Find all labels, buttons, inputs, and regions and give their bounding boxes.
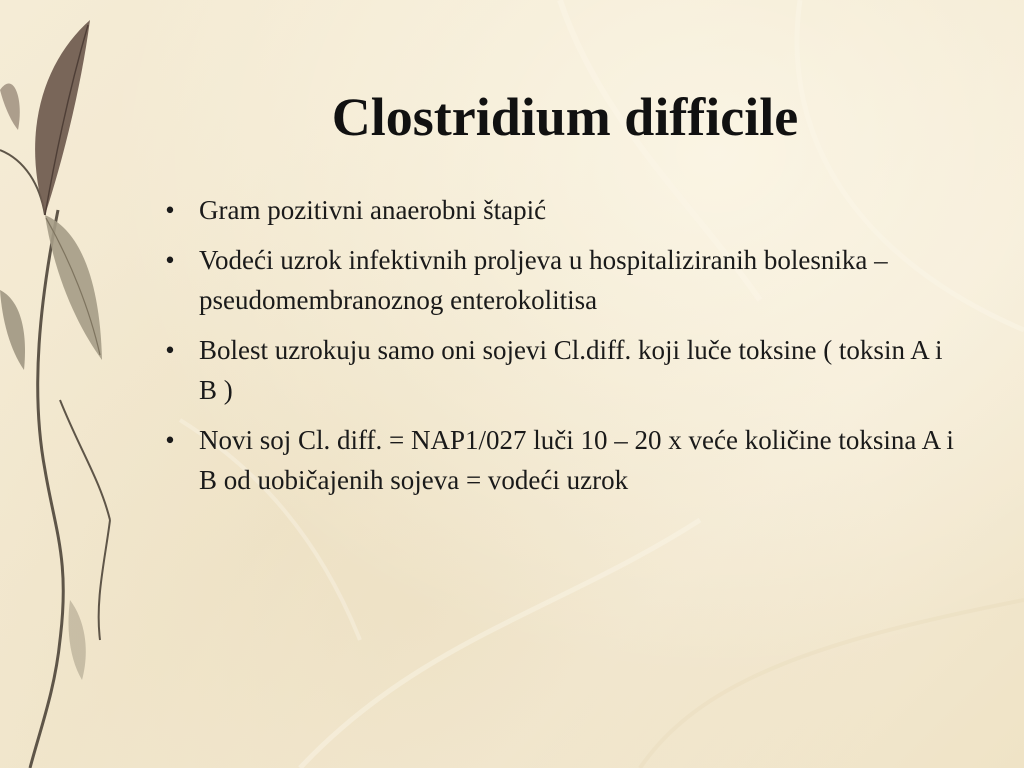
bullet-icon: •	[165, 195, 175, 225]
bullet-icon: •	[165, 245, 175, 275]
slide-title: Clostridium difficile	[331, 87, 799, 147]
bullet-text: Novi soj Cl. diff. = NAP1/027 luči 10 – 20 x veće količine toksina A i B od uobičajenih sojeva = vodeći uzrok	[199, 425, 954, 495]
bullet-text: Bolest uzrokuju samo oni sojevi Cl.diff. koji luče toksine ( toksin A i B )	[199, 335, 943, 405]
bullet-text: Gram pozitivni anaerobni štapić	[199, 195, 547, 225]
list-item	[160, 330, 960, 410]
bullet-text: Vodeći uzrok infektivnih proljeva u hospitaliziranih bolesnika – pseudomembranoznog enterokolitisa	[199, 245, 888, 315]
dried-leaf-branch-illustration	[0, 0, 140, 768]
list-item	[160, 420, 960, 500]
bullet-list	[160, 190, 960, 510]
bullet-icon: •	[165, 335, 175, 365]
list-item	[160, 240, 960, 320]
list-item	[160, 190, 960, 230]
bullet-icon: •	[165, 425, 175, 455]
